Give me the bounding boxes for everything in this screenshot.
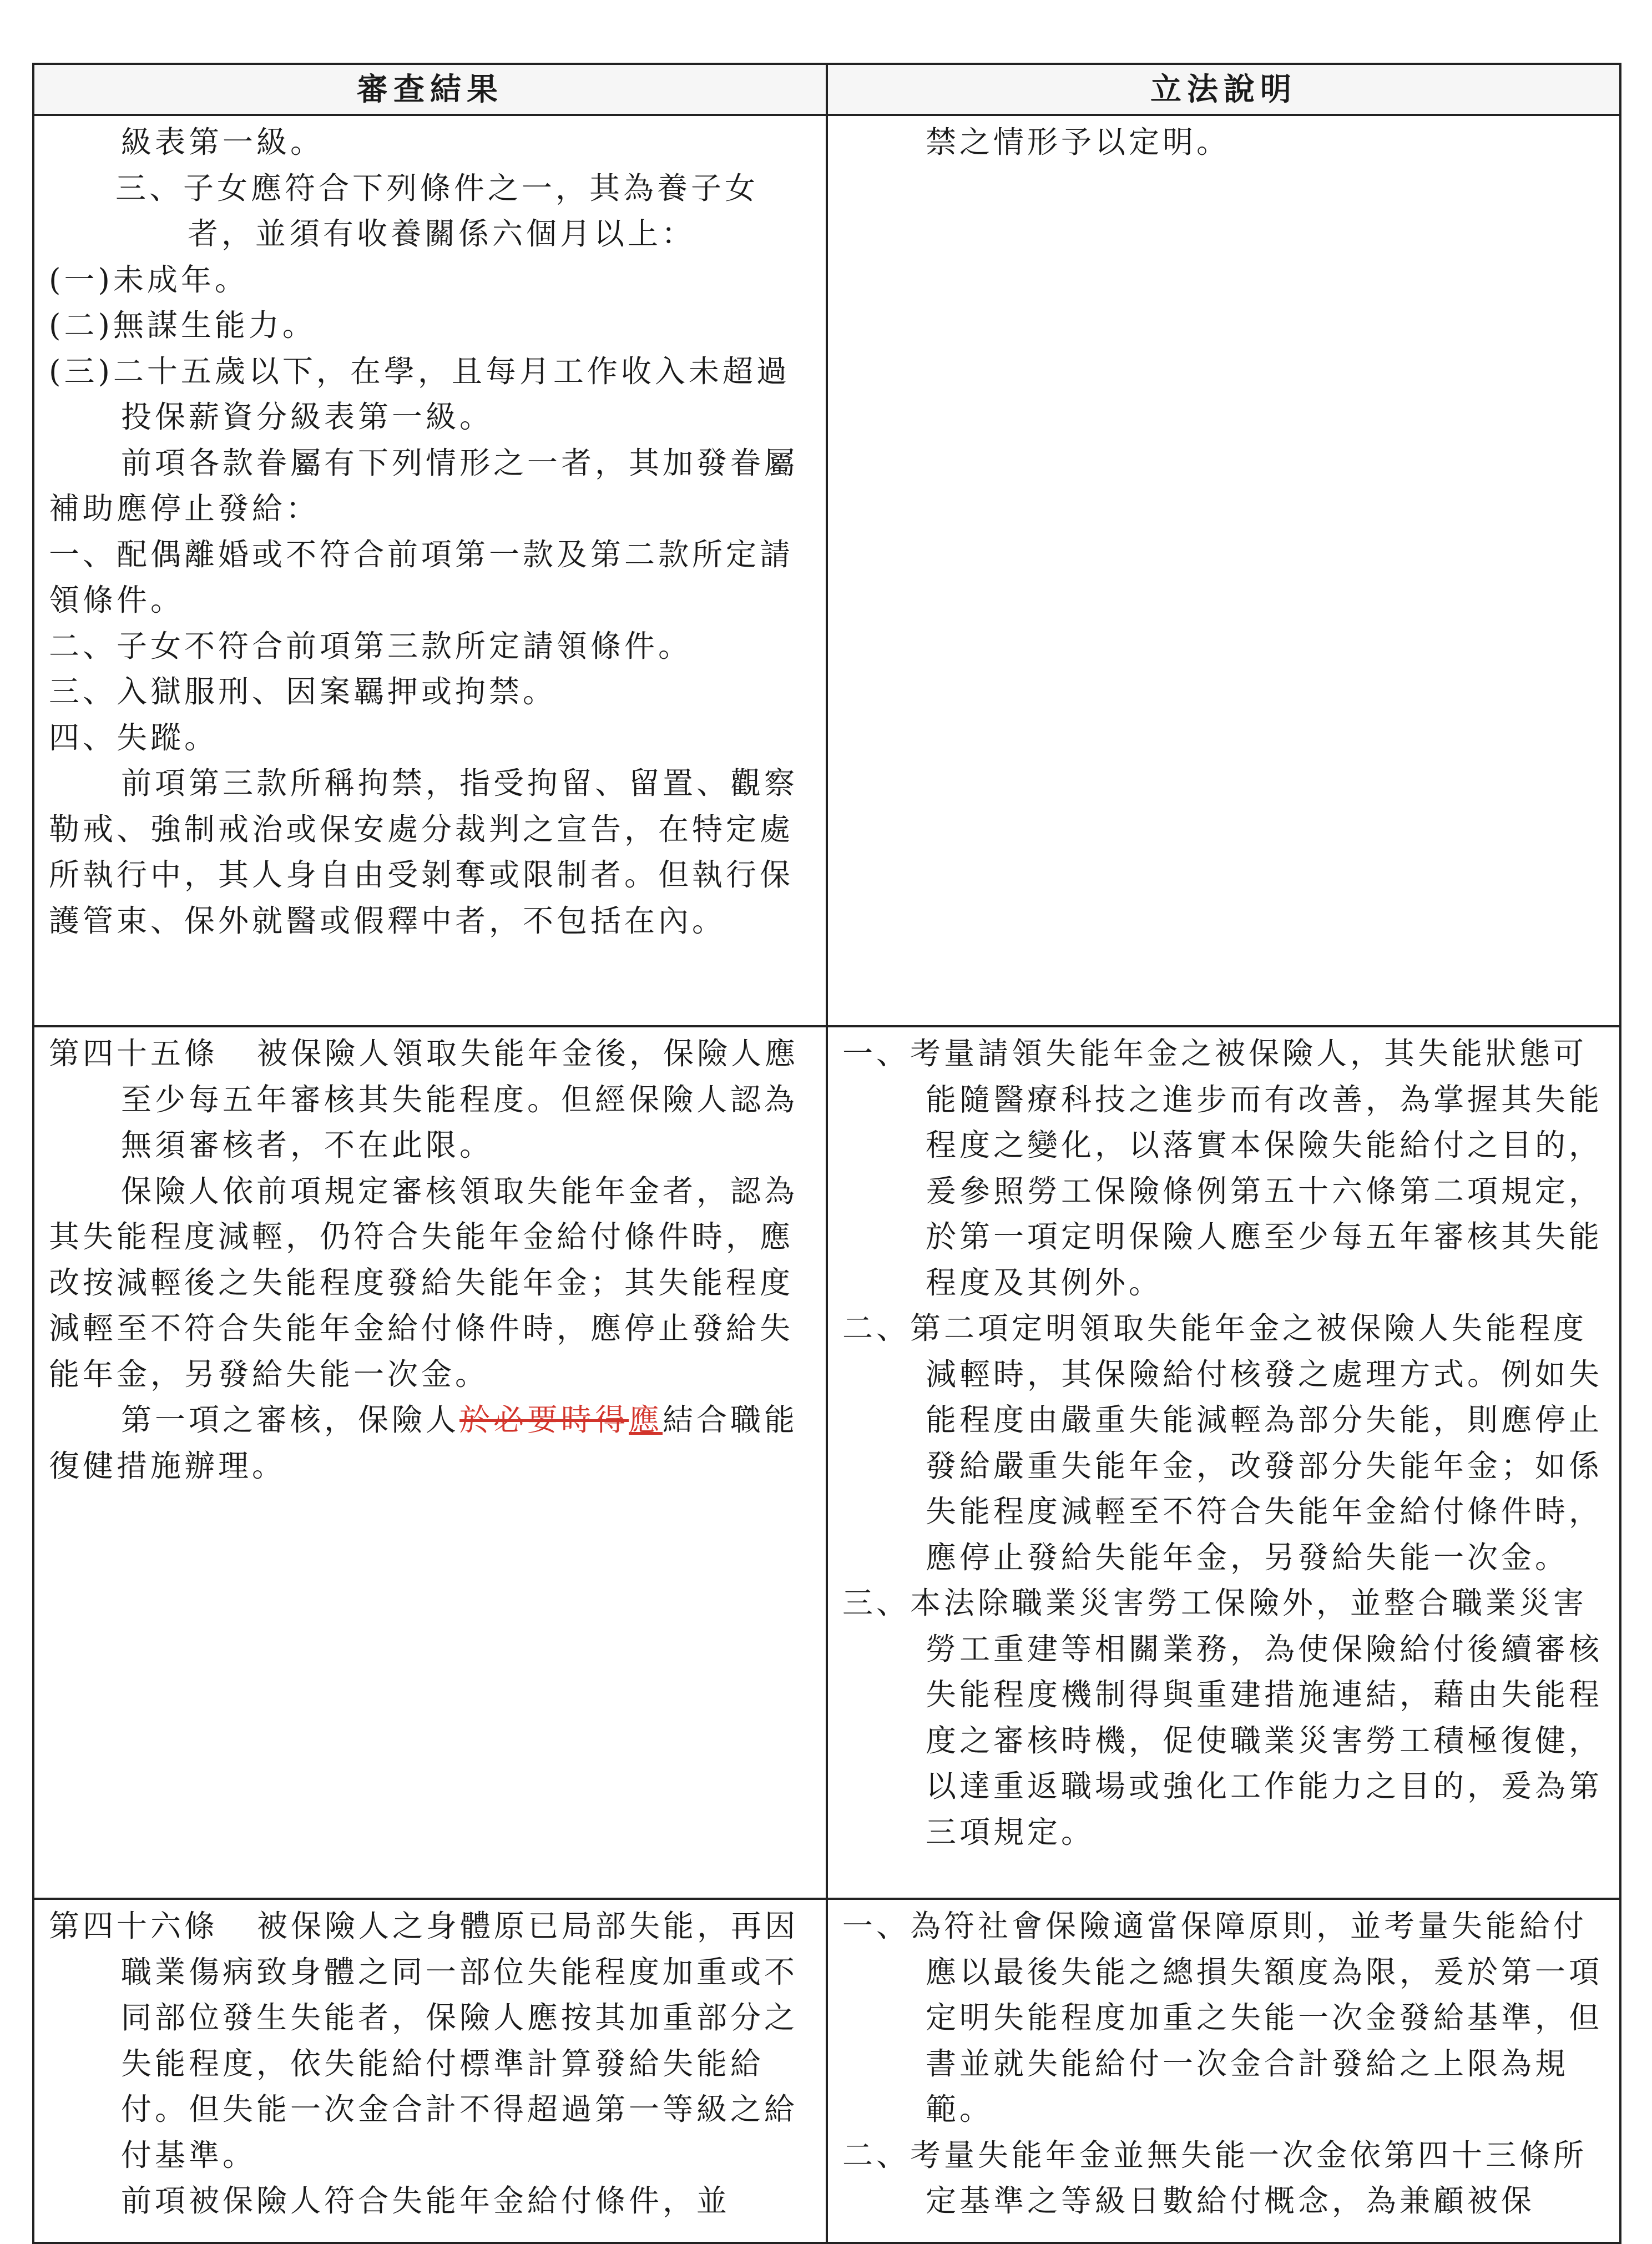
paragraph: 前項第三款所稱拘禁，指受拘留、留置、觀察勒戒、強制戒治或保安處分裁判之宣告，在特定處所執行中，其人身自由受剝奪或限制者。但執行保護管束、保外就醫或假釋中者，不包括在內。 (49, 765, 799, 939)
list-item: 四、失蹤。 (49, 719, 219, 755)
explanation-item: 二、考量失能年金並無失能一次金依第四十三條所定基準之等級日數給付概念，為兼顧被保 (842, 2137, 1588, 2218)
header-legislative-explanation: 立法說明 (827, 64, 1620, 115)
explanation-item: 三、本法除職業災害勞工保險外，並整合職業災害勞工重建等相關業務，為使保險給付後續審核失能程度機制得與重建措施連結，藉由失能程度之審核時機，促使職業災害勞工積極復健，以達重返職場或強化工作能力之目的，爰為第三項規定。 (842, 1585, 1603, 1850)
table-row (33, 1026, 1620, 1899)
table-row (33, 115, 1620, 1026)
text-line: 級表第一級。 (121, 124, 325, 160)
article-text: 被保險人領取失能年金後，保險人應至少每五年審核其失能程度。但經保險人認為無須審核者，不在此限。 (121, 1036, 799, 1163)
review-result-cell (33, 1899, 827, 2243)
sub-item: (三)二十五歲以下，在學，且每月工作收入未超過投保薪資分級表第一級。 (49, 353, 790, 435)
legislative-explanation-cell (827, 1899, 1620, 2243)
inserted-text: 應 (629, 1402, 663, 1438)
paragraph: 保險人依前項規定審核領取失能年金者，認為其失能程度減輕，仍符合失能年金給付條件時，應改按減輕後之失能程度發給失能年金；其失能程度減輕至不符合失能年金給付條件時，應停止發給失能年金，另發給失能一次金。 (49, 1173, 799, 1392)
paragraph: 前項各款眷屬有下列情形之一者，其加發眷屬補助應停止發給： (49, 445, 799, 526)
comparison-table (32, 63, 1621, 2244)
sub-item: (二)無謀生能力。 (49, 307, 316, 343)
review-result-cell (33, 115, 827, 1026)
list-item: 三、入獄服刑、因案羈押或拘禁。 (49, 674, 557, 709)
deleted-text: 於必要時得 (459, 1402, 629, 1438)
explanation-item: 二、第二項定明領取失能年金之被保險人失能程度減輕時，其保險給付核發之處理方式。例如失能程度由嚴重失能減輕為部分失能，則應停止發給嚴重失能年金，改發部分失能年金；如係失能程度減輕至不符合失能年金給付條件時，應停止發給失能年金，另發給失能一次金。 (842, 1310, 1603, 1575)
explanation-item: 一、考量請領失能年金之被保險人，其失能狀態可能隨醫療科技之進步而有改善，為掌握其失能程度之變化，以落實本保險失能給付之目的，爰參照勞工保險條例第五十六條第二項規定，於第一項定明保險人應至少每五年審核其失能程度及其例外。 (842, 1036, 1603, 1300)
list-item: 三、子女應符合下列條件之一，其為養子女者，並須有收養關係六個月以上： (115, 170, 759, 251)
article-paragraph (49, 1903, 811, 2178)
explanation-item: 一、為符社會保險適當保障原則，並考量失能給付應以最後失能之總損失額度為限，爰於第一項定明失能程度加重之失能一次金發給基準，但書並就失能給付一次金合計發給之上限為規範。 (842, 1908, 1603, 2127)
article-number: 第四十六條 (49, 1908, 219, 1944)
article-paragraph (49, 1031, 811, 1168)
paragraph-text: 結合職能復健措施辦理。 (49, 1402, 799, 1484)
list-item: 一、配偶離婚或不符合前項第一款及第二款所定請領條件。 (49, 536, 794, 618)
header-review-result: 審查結果 (33, 64, 827, 115)
table-header-row (33, 64, 1620, 115)
paragraph-text: 第一項之審核，保險人 (121, 1402, 460, 1438)
legislative-explanation-cell (827, 1026, 1620, 1899)
amended-paragraph (0, 1397, 811, 1489)
legislative-explanation-cell (827, 115, 1620, 1026)
sub-item: (一)未成年。 (49, 261, 249, 297)
review-result-cell (33, 1026, 827, 1899)
text-line: 禁之情形予以定明。 (926, 124, 1231, 160)
article-number: 第四十五條 (49, 1036, 219, 1071)
table-row (33, 1899, 1620, 2243)
list-item: 二、子女不符合前項第三款所定請領條件。 (49, 628, 693, 664)
paragraph: 前項被保險人符合失能年金給付條件，並 (121, 2183, 731, 2218)
article-text: 被保險人之身體原已局部失能，再因職業傷病致身體之同一部位失能程度加重或不同部位發生失能者，保險人應按其加重部分之失能程度，依失能給付標準計算發給失能給付。但失能一次金合計不得超過第一等級之給付基準。 (121, 1908, 799, 2173)
